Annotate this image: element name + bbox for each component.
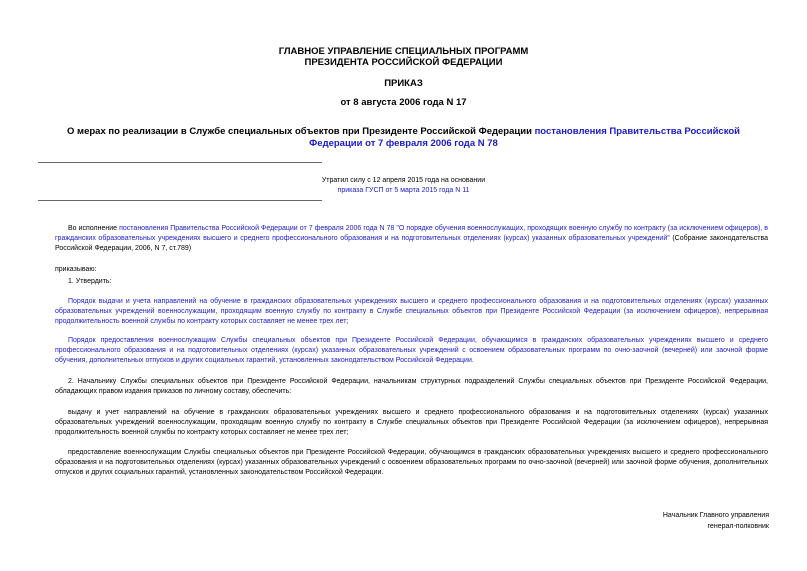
doc-date: от 8 августа 2006 года N 17 <box>340 97 467 108</box>
divider-top <box>38 162 322 163</box>
status-line: Утратил силу с 12 апреля 2015 года на основании <box>321 177 486 184</box>
signature-position: Начальник Главного управления <box>662 512 769 519</box>
point2-paragraph: 2. Начальнику Службы специальных объектов при Президенте Российской Федерации, начальникам структурных подразделений Службы специальных объектов при Президенте Российской Федерации, обладающих правом издания приказов по личному составу, обеспечить: <box>55 378 768 395</box>
item2-link[interactable]: Порядок предоставления военнослужащим Службы специальных объектов при Президенте Российской Федерации, обучающимся в гражданских образовательных учреждениях высшего и среднего профессионального образования и на подготовительных отделениях (курсах) указанных образовательных учреждений с освоением образовательных программ по очно-заочной (вечерней) или заочной форме обучения, дополнительных отпусков и других социальных гарантий, установленных законодательством Российской Федерации. <box>55 337 768 364</box>
divider-bottom <box>38 200 322 201</box>
intro-link[interactable]: постановления Правительства Российской Федерации от 7 февраля 2006 года N 78 "О порядке обучения военнослужащих, проходящих военную службу по контракту (за исключением офицеров), в гражданских образовательных учреждениях высшего и среднего профессионального образования и на подготовительных отделениях (курсах) указанных образовательных учреждений" <box>55 225 769 242</box>
header-line-2: ПРЕЗИДЕНТА РОССИЙСКОЙ ФЕДЕРАЦИИ <box>304 57 503 68</box>
item1-link[interactable]: Порядок выдачи и учета направлений на обучение в гражданских образовательных учреждениях высшего и среднего профессионального образования и на подготовительных отделениях (курсах) указанных образовательных учреждений военнослужащим, проходящим военную службу по контракту в Службе специальных объектов при Президенте Российской Федерации (за исключением офицеров), непрерывная продолжительность военной службы по контракту которых составляет не менее трех лет; <box>55 298 768 325</box>
header-line-1: ГЛАВНОЕ УПРАВЛЕНИЕ СПЕЦИАЛЬНЫХ ПРОГРАММ <box>278 46 529 57</box>
doc-title <box>40 126 767 150</box>
doc-title-link[interactable]: постановления Правительства Российской Федерации от 7 февраля 2006 года N 78 <box>309 126 740 149</box>
intro-paragraph <box>55 224 768 253</box>
doc-title-text: О мерах по реализации в Службе специальных объектов при Президенте Российской Федерации <box>67 126 535 137</box>
approve-line: 1. Утвердить: <box>68 278 112 285</box>
intro-suffix: (Собрание законодательства Российской Федерации, 2006, N 7, ст.789) <box>55 234 768 252</box>
point2b-paragraph: предоставление военнослужащим Службы специальных объектов при Президенте Российской Федерации, обучающимся в гражданских образовательных учреждениях высшего и среднего профессионального образования и на подготовительных отделениях (курсах) указанных образовательных учреждений с освоением образовательных программ по очно-заочной (вечерней) или заочной форме обучения, дополнительных отпусков и других социальных гарантий, установленных законодательством Российской Федерации. <box>55 449 768 476</box>
intro-prefix: Во исполнение <box>68 225 120 232</box>
order-word: приказываю: <box>55 266 97 273</box>
signature-rank: генерал-полковник <box>707 523 769 530</box>
point2a-paragraph: выдачу и учет направлений на обучение в гражданских образовательных учреждениях высшего и среднего профессионального образования и на подготовительных отделениях (курсах) указанных образовательных учреждений военнослужащим, проходящим военную службу по контракту в Службе специальных объектов при Президенте Российской Федерации (за исключением офицеров), непрерывная продолжительность военной службы по контракту которых составляет не менее трех лет; <box>55 409 768 436</box>
status-link[interactable]: приказа ГУСП от 5 марта 2015 года N 11 <box>337 187 470 194</box>
doc-type: ПРИКАЗ <box>384 78 423 89</box>
